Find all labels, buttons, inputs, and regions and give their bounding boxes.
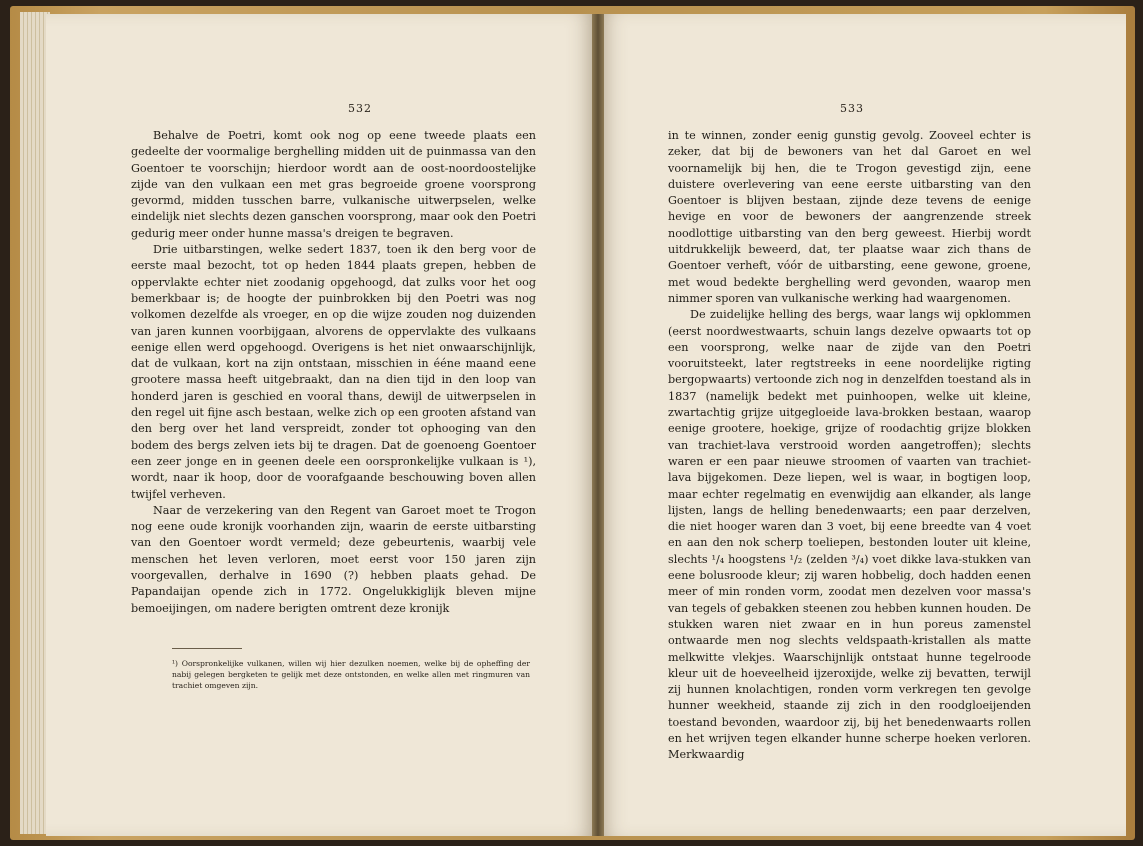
footnote: ¹) Oorspronkelijke vulkanen, willen wij hier dezulken noemen, welke bij de opheffing der nabij gelegen bergketen te gelijk met deze ontstonden, en welke allen met ringmuren van trachiet omgeven zijn. xyxy=(172,659,530,690)
paragraph: Drie uitbarstingen, welke sedert 1837, toen ik den berg voor de eerste maal bezocht, tot op heden 1844 plaats grepen, hebben de oppervlakte echter niet zoodanig opgehoogd, dat zulks voor het oog bemerkbaar is; de hoogte der puinbrokken bij den Poetri was nog volkomen dezelfde als vroeger, en op die wijze zouden nog duizenden van jaren kunnen voorbijgaan, alvorens de oppervlakte des vulkaans eenige ellen werd opgehoogd. Overigens is het niet onwaarschijnlijk, dat de vulkaan, kort na zijn ontstaan, misschien in ééne maand eene grootere massa heeft uitgebraakt, dan na dien tijd in den loop van honderd jaren is geschied en vooral thans, dewijl de uitwerpselen in den regel uit fijne asch bestaan, welke zich op een grooten afstand van den berg over het land verspreidt, zonder tot ophooging van den bodem des bergs zelven iets bij te dragen. Dat de goenoeng Goentoer een zeer jonge en in geenen deele een oorspronkelijke vulkaan is ¹), wordt, naar ik hoop, door de voorafgaande beschouwing boven allen twijfel verheven. xyxy=(131,243,536,501)
left-page-body xyxy=(131,128,536,617)
right-page-number: 533 xyxy=(840,102,864,115)
right-page-body xyxy=(668,128,1031,764)
paragraph: Naar de verzekering van den Regent van Garoet moet te Trogon nog eene oude kronijk voorhanden zijn, waarin de eerste uitbarsting van den Goentoer wordt vermeld; deze gebeurtenis, waarbij vele menschen het leven verloren, moet eerst voor 150 jaren zijn voorgevallen, derhalve in 1690 (?) hebben plaats gehad. De Papandaijan opende zich in 1772. Ongelukkiglijk bleven mijne bemoeijingen, om nadere berigten omtrent deze kronijk xyxy=(131,503,536,615)
paragraph: De zuidelijke helling des bergs, waar langs wij opklommen (eerst noordwestwaarts, schuin langs dezelve opwaarts tot op een voorsprong, welke naar de zijde van den Poetri vooruitsteekt, later regtstreeks in eene noordelijke rigting bergopwaarts) vertoonde zich nog in denzelfden toestand als in 1837 (namelijk bedekt met puinhoopen, welke uit kleine, zwartachtig grijze uitgegloeide lava-brokken bestaan, waarop eenige grootere, hoekige, grijze of roodachtig grijze blokken van trachiet-lava verstrooid worden aangetroffen); slechts waren er een paar nieuwe stroomen of vaarten van trachiet-lava bijgekomen. Deze liepen, wel is waar, in bogtigen loop, maar echter regelmatig en evenwijdig aan elkander, als lange lijsten, langs de helling benedenwaarts; een paar derzelven, die niet hooger waren dan 3 voet, bij eene breedte van 4 voet en aan den nok scherp toeliepen, bestonden louter uit kleine, slechts ¹/₄ hoogstens ¹/₂ (zelden ³/₄) voet dikke lava-stukken van eene bolusroode kleur; zij waren hobbelig, doch hadden eenen meer of min ronden vorm, zoodat men dezelven voor massa's van tegels of gebakken steenen zou hebben kunnen houden. De stukken waren niet zwaar en in hun poreus zamenstel ontwaarde men nog slechts veldspaath-kristallen als matte melkwitte vlekjes. Waarschijnlijk ontstaat hunne tegelroode kleur uit de hoeveelheid ijzeroxijde, welke zij bevatten, terwijl zij hunnen knolachtigen, ronden vorm verkregen ten gevolge hunner weekheid, staande zij zich in den roodgloeijenden toestand bevonden, waardoor zij, bij het benedenwaarts rollen en het wrijven tegen elkander hunne scherpe hoeken verloren. Merkwaardig xyxy=(668,308,1031,762)
footnote-rule xyxy=(172,648,242,649)
paragraph: in te winnen, zonder eenig gunstig gevolg. Zooveel echter is zeker, dat bij de bewoners van het dal Garoet en wel voornamelijk bij hen, die te Trogon gevestigd zijn, eene duistere overlevering van eene eerste uitbarsting van den Goentoer is blijven bestaan, zijnde deze tevens de eenige hevige en voor de bewoners der aangrenzende streek noodlottige uitbarsting van den berg geweest. Hierbij wordt uitdrukkelijk beweerd, dat, ter plaatse waar zich thans de Goentoer verheft, vóór de uitbarsting, eene gewone, groene, met woud bedekte berghelling werd gevonden, waarop men nimmer sporen van vulkanische werking had waargenomen. xyxy=(668,129,1031,305)
left-page-number: 532 xyxy=(348,102,372,115)
paragraph: Behalve de Poetri, komt ook nog op eene tweede plaats een gedeelte der voormalige berghelling midden uit de puinmassa van den Goentoer te voorschijn; hierdoor wordt aan de oost-noordoostelijke zijde van den vulkaan een met gras begroeide groene voorsprong gevormd, midden tusschen barre, vulkanische uitwerpselen, welke eindelijk niet slechts dezen ganschen voorsprong, maar ook den Poetri gedurig meer onder hunne massa's dreigen te begraven. xyxy=(131,129,536,240)
book-gutter xyxy=(592,14,604,836)
